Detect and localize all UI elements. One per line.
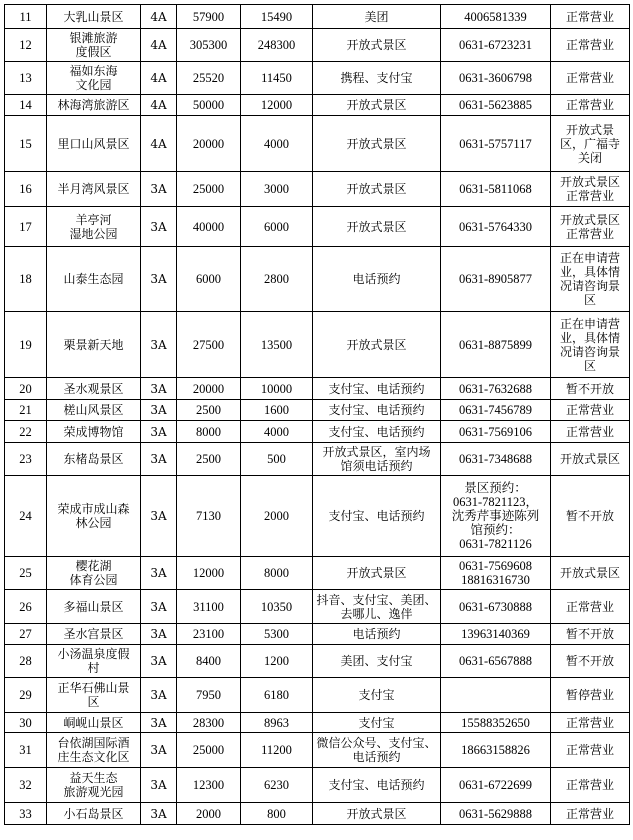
daily-limit-cell: 1200 [241, 645, 313, 678]
scenic-name-cell: 台依湖国际酒 庄生态文化区 [47, 733, 141, 768]
table-row [5, 678, 630, 713]
daily-limit-cell: 500 [241, 443, 313, 476]
table-row [5, 768, 630, 803]
max-capacity-cell: 23100 [177, 624, 241, 645]
max-capacity-cell: 8400 [177, 645, 241, 678]
max-capacity-cell: 6000 [177, 247, 241, 312]
level-cell: 3A [141, 247, 177, 312]
phone-cell: 0631-5811068 [441, 172, 551, 207]
level-cell: 3A [141, 733, 177, 768]
scenic-name-cell: 槎山风景区 [47, 400, 141, 421]
level-cell: 4A [141, 5, 177, 29]
booking-method-cell: 开放式景区 [313, 803, 441, 825]
level-cell: 3A [141, 172, 177, 207]
table-row [5, 95, 630, 116]
level-cell: 4A [141, 95, 177, 116]
level-cell: 3A [141, 678, 177, 713]
scenic-name-cell: 羊亭河 湿地公园 [47, 207, 141, 247]
status-cell: 正常营业 [551, 713, 630, 733]
max-capacity-cell: 40000 [177, 207, 241, 247]
row-number-cell: 28 [5, 645, 47, 678]
row-number-cell: 19 [5, 312, 47, 378]
max-capacity-cell: 2500 [177, 443, 241, 476]
table-row [5, 443, 630, 476]
max-capacity-cell: 305300 [177, 29, 241, 62]
table-row [5, 803, 630, 825]
scenic-name-cell: 大乳山景区 [47, 5, 141, 29]
row-number-cell: 18 [5, 247, 47, 312]
status-cell: 正在申请营 业，具体情 况请咨询景 区 [551, 312, 630, 378]
status-cell: 正常营业 [551, 95, 630, 116]
status-cell: 正常营业 [551, 768, 630, 803]
row-number-cell: 32 [5, 768, 47, 803]
booking-method-cell: 美团、支付宝 [313, 645, 441, 678]
phone-cell: 0631-8905877 [441, 247, 551, 312]
phone-cell: 景区预约： 0631-7821123， 沈秀芹事迹陈列 馆预约： 0631-7821126 [441, 476, 551, 557]
phone-cell: 13963140369 [441, 624, 551, 645]
level-cell: 3A [141, 557, 177, 590]
daily-limit-cell: 6000 [241, 207, 313, 247]
scenic-name-cell: 小石岛景区 [47, 803, 141, 825]
max-capacity-cell: 7130 [177, 476, 241, 557]
table-row [5, 421, 630, 443]
scenic-name-cell: 樱花湖 体育公园 [47, 557, 141, 590]
daily-limit-cell: 4000 [241, 116, 313, 172]
status-cell: 开放式景区 正常营业 [551, 207, 630, 247]
row-number-cell: 29 [5, 678, 47, 713]
booking-method-cell: 开放式景区 [313, 172, 441, 207]
scenic-spot-table [4, 4, 630, 825]
row-number-cell: 17 [5, 207, 47, 247]
level-cell: 4A [141, 62, 177, 95]
phone-cell: 4006581339 [441, 5, 551, 29]
daily-limit-cell: 13500 [241, 312, 313, 378]
table-row [5, 557, 630, 590]
scenic-name-cell: 银滩旅游 度假区 [47, 29, 141, 62]
daily-limit-cell: 800 [241, 803, 313, 825]
max-capacity-cell: 20000 [177, 116, 241, 172]
table-row [5, 400, 630, 421]
max-capacity-cell: 50000 [177, 95, 241, 116]
scenic-name-cell: 圣水宫景区 [47, 624, 141, 645]
booking-method-cell: 开放式景区 [313, 207, 441, 247]
phone-cell: 0631-5757117 [441, 116, 551, 172]
booking-method-cell: 微信公众号、支付宝、 电话预约 [313, 733, 441, 768]
phone-cell: 0631-3606798 [441, 62, 551, 95]
level-cell: 3A [141, 476, 177, 557]
max-capacity-cell: 25000 [177, 172, 241, 207]
phone-cell: 18663158826 [441, 733, 551, 768]
level-cell: 3A [141, 645, 177, 678]
daily-limit-cell: 8000 [241, 557, 313, 590]
row-number-cell: 13 [5, 62, 47, 95]
table-row [5, 378, 630, 400]
status-cell: 暂不开放 [551, 378, 630, 400]
level-cell: 4A [141, 116, 177, 172]
phone-cell: 0631-6722699 [441, 768, 551, 803]
row-number-cell: 12 [5, 29, 47, 62]
booking-method-cell: 支付宝、电话预约 [313, 400, 441, 421]
phone-cell: 0631-7569106 [441, 421, 551, 443]
row-number-cell: 26 [5, 590, 47, 624]
status-cell: 暂不开放 [551, 476, 630, 557]
phone-cell: 15588352650 [441, 713, 551, 733]
scenic-name-cell: 多福山景区 [47, 590, 141, 624]
level-cell: 3A [141, 768, 177, 803]
table-row [5, 713, 630, 733]
level-cell: 3A [141, 378, 177, 400]
table-row [5, 29, 630, 62]
level-cell: 3A [141, 713, 177, 733]
row-number-cell: 22 [5, 421, 47, 443]
table-row [5, 172, 630, 207]
level-cell: 3A [141, 312, 177, 378]
booking-method-cell: 开放式景区 [313, 116, 441, 172]
max-capacity-cell: 12300 [177, 768, 241, 803]
row-number-cell: 16 [5, 172, 47, 207]
scenic-name-cell: 正华石佛山景 区 [47, 678, 141, 713]
booking-method-cell: 支付宝、电话预约 [313, 476, 441, 557]
booking-method-cell: 电话预约 [313, 247, 441, 312]
max-capacity-cell: 12000 [177, 557, 241, 590]
status-cell: 开放式景 区，广福寺 关闭 [551, 116, 630, 172]
row-number-cell: 24 [5, 476, 47, 557]
row-number-cell: 14 [5, 95, 47, 116]
level-cell: 3A [141, 207, 177, 247]
table-row [5, 476, 630, 557]
daily-limit-cell: 6180 [241, 678, 313, 713]
row-number-cell: 21 [5, 400, 47, 421]
max-capacity-cell: 2000 [177, 803, 241, 825]
level-cell: 3A [141, 803, 177, 825]
daily-limit-cell: 5300 [241, 624, 313, 645]
status-cell: 暂不开放 [551, 624, 630, 645]
booking-method-cell: 携程、支付宝 [313, 62, 441, 95]
level-cell: 3A [141, 400, 177, 421]
status-cell: 开放式景区 [551, 443, 630, 476]
scenic-name-cell: 益天生态 旅游观光园 [47, 768, 141, 803]
max-capacity-cell: 27500 [177, 312, 241, 378]
status-cell: 正常营业 [551, 590, 630, 624]
level-cell: 3A [141, 443, 177, 476]
booking-method-cell: 开放式景区 [313, 95, 441, 116]
max-capacity-cell: 28300 [177, 713, 241, 733]
phone-cell: 0631-7569608 18816316730 [441, 557, 551, 590]
max-capacity-cell: 8000 [177, 421, 241, 443]
daily-limit-cell: 11200 [241, 733, 313, 768]
scenic-name-cell: 山泰生态园 [47, 247, 141, 312]
booking-method-cell: 电话预约 [313, 624, 441, 645]
table-row [5, 247, 630, 312]
row-number-cell: 11 [5, 5, 47, 29]
row-number-cell: 23 [5, 443, 47, 476]
phone-cell: 0631-6730888 [441, 590, 551, 624]
table-row [5, 62, 630, 95]
max-capacity-cell: 57900 [177, 5, 241, 29]
table-row [5, 733, 630, 768]
level-cell: 3A [141, 624, 177, 645]
level-cell: 3A [141, 590, 177, 624]
scenic-name-cell: 圣水观景区 [47, 378, 141, 400]
scenic-name-cell: 林海湾旅游区 [47, 95, 141, 116]
phone-cell: 0631-7348688 [441, 443, 551, 476]
max-capacity-cell: 20000 [177, 378, 241, 400]
status-cell: 正常营业 [551, 5, 630, 29]
scenic-name-cell: 荣成博物馆 [47, 421, 141, 443]
status-cell: 正常营业 [551, 62, 630, 95]
max-capacity-cell: 7950 [177, 678, 241, 713]
status-cell: 正常营业 [551, 733, 630, 768]
max-capacity-cell: 25520 [177, 62, 241, 95]
row-number-cell: 30 [5, 713, 47, 733]
booking-method-cell: 美团 [313, 5, 441, 29]
status-cell: 暂停营业 [551, 678, 630, 713]
row-number-cell: 27 [5, 624, 47, 645]
phone-cell: 0631-5764330 [441, 207, 551, 247]
table-row [5, 5, 630, 29]
phone-cell: 0631-5629888 [441, 803, 551, 825]
phone-cell: 0631-8875899 [441, 312, 551, 378]
daily-limit-cell: 248300 [241, 29, 313, 62]
daily-limit-cell: 15490 [241, 5, 313, 29]
status-cell: 正在申请营 业，具体情 况请咨询景 区 [551, 247, 630, 312]
max-capacity-cell: 31100 [177, 590, 241, 624]
booking-method-cell: 支付宝、电话预约 [313, 378, 441, 400]
phone-cell [441, 678, 551, 713]
booking-method-cell: 支付宝 [313, 678, 441, 713]
status-cell: 正常营业 [551, 400, 630, 421]
table-row [5, 624, 630, 645]
row-number-cell: 33 [5, 803, 47, 825]
table-row [5, 590, 630, 624]
scenic-name-cell: 栗景新天地 [47, 312, 141, 378]
table-row [5, 312, 630, 378]
row-number-cell: 31 [5, 733, 47, 768]
status-cell: 正常营业 [551, 803, 630, 825]
daily-limit-cell: 1600 [241, 400, 313, 421]
scenic-name-cell: 小汤温泉度假 村 [47, 645, 141, 678]
booking-method-cell: 支付宝、电话预约 [313, 768, 441, 803]
scenic-name-cell: 峒岘山景区 [47, 713, 141, 733]
status-cell: 正常营业 [551, 421, 630, 443]
booking-method-cell: 开放式景区 [313, 557, 441, 590]
booking-method-cell: 开放式景区 [313, 312, 441, 378]
daily-limit-cell: 2000 [241, 476, 313, 557]
row-number-cell: 25 [5, 557, 47, 590]
phone-cell: 0631-5623885 [441, 95, 551, 116]
row-number-cell: 20 [5, 378, 47, 400]
daily-limit-cell: 8963 [241, 713, 313, 733]
daily-limit-cell: 2800 [241, 247, 313, 312]
phone-cell: 0631-6723231 [441, 29, 551, 62]
booking-method-cell: 支付宝、电话预约 [313, 421, 441, 443]
scenic-name-cell: 里口山风景区 [47, 116, 141, 172]
phone-cell: 0631-6567888 [441, 645, 551, 678]
level-cell: 3A [141, 421, 177, 443]
max-capacity-cell: 2500 [177, 400, 241, 421]
booking-method-cell: 开放式景区，室内场 馆须电话预约 [313, 443, 441, 476]
level-cell: 4A [141, 29, 177, 62]
daily-limit-cell: 4000 [241, 421, 313, 443]
max-capacity-cell: 25000 [177, 733, 241, 768]
scenic-name-cell: 福如东海 文化园 [47, 62, 141, 95]
phone-cell: 0631-7456789 [441, 400, 551, 421]
row-number-cell: 15 [5, 116, 47, 172]
table-row [5, 645, 630, 678]
scenic-name-cell: 荣成市成山森 林公园 [47, 476, 141, 557]
scenic-name-cell: 半月湾风景区 [47, 172, 141, 207]
daily-limit-cell: 11450 [241, 62, 313, 95]
status-cell: 正常营业 [551, 29, 630, 62]
daily-limit-cell: 12000 [241, 95, 313, 116]
status-cell: 开放式景区 正常营业 [551, 172, 630, 207]
phone-cell: 0631-7632688 [441, 378, 551, 400]
table-row [5, 116, 630, 172]
table-row [5, 207, 630, 247]
daily-limit-cell: 10350 [241, 590, 313, 624]
status-cell: 开放式景区 [551, 557, 630, 590]
booking-method-cell: 抖音、支付宝、美团、 去哪儿、逸伴 [313, 590, 441, 624]
daily-limit-cell: 3000 [241, 172, 313, 207]
status-cell: 暂不开放 [551, 645, 630, 678]
daily-limit-cell: 6230 [241, 768, 313, 803]
booking-method-cell: 开放式景区 [313, 29, 441, 62]
scenic-name-cell: 东楮岛景区 [47, 443, 141, 476]
daily-limit-cell: 10000 [241, 378, 313, 400]
booking-method-cell: 支付宝 [313, 713, 441, 733]
